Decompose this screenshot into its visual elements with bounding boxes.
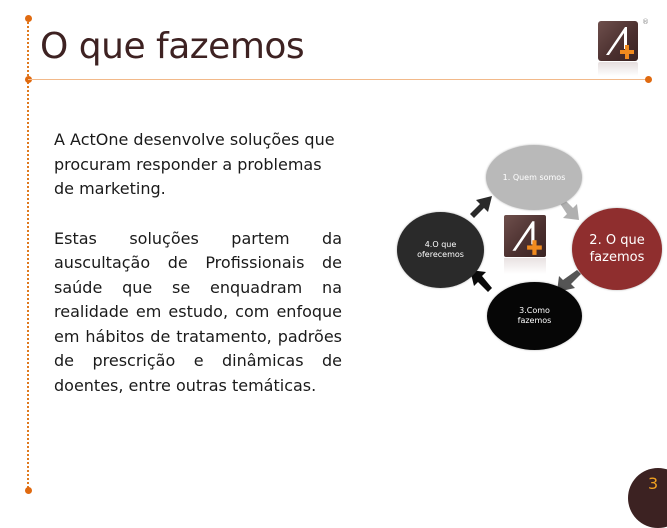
actone-logo-icon	[598, 21, 638, 61]
cycle-step-3	[487, 282, 582, 350]
cycle-step-2-active	[572, 208, 662, 290]
body-text	[54, 128, 342, 398]
center-logo-reflection	[504, 258, 546, 274]
cycle-step-3-label: 3.Como fazemos	[517, 306, 552, 325]
decorative-dot-top	[25, 15, 32, 22]
decorative-dot-right	[645, 76, 652, 83]
registered-mark: ®	[642, 18, 649, 26]
decorative-dot-bottom	[25, 487, 32, 494]
cycle-step-1-label: 1. Quem somos	[502, 173, 566, 182]
cycle-step-1	[486, 145, 582, 210]
paragraph-1: A ActOne desenvolve soluções que procuram responder a problemas de marketing.	[54, 130, 335, 198]
center-logo-icon	[504, 215, 546, 257]
logo-reflection	[598, 62, 638, 76]
title-divider	[28, 79, 648, 80]
page-number: 3	[648, 474, 659, 493]
slide-title: O que fazemos	[40, 26, 305, 67]
cycle-step-4-label: 4.O que oferecemos	[417, 240, 464, 259]
cycle-step-4	[397, 212, 484, 288]
cycle-step-2-label: 2. O que fazemos	[589, 233, 645, 265]
arrow-4-to-1-icon	[466, 192, 496, 218]
paragraph-2: Estas soluções partem da auscultação de Profissionais de saúde que se enquadram na realidade em estudo, com enfoque em hábitos de tratamento, padrões de prescrição e dinâmicas de doentes, entre outras temáticas.	[54, 228, 342, 395]
decorative-vertical-line	[27, 18, 29, 492]
